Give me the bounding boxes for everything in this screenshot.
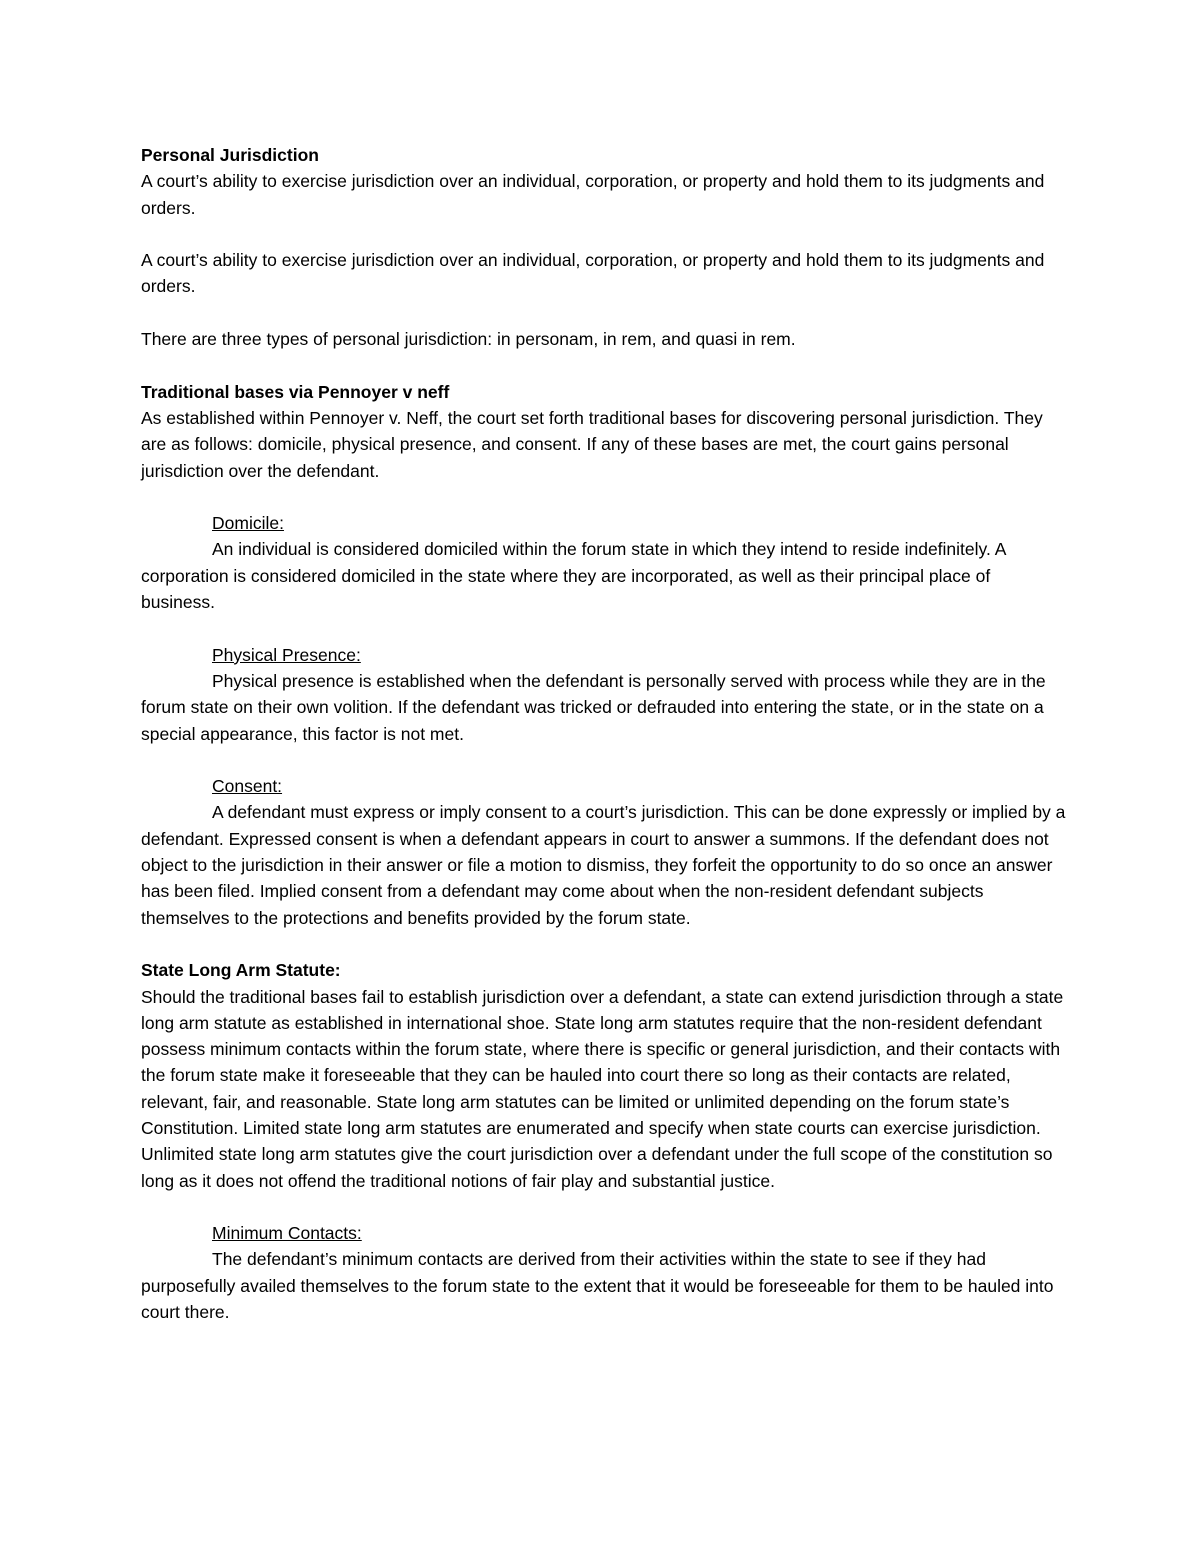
paragraph-gap bbox=[141, 484, 1066, 510]
paragraph-gap bbox=[141, 1194, 1066, 1220]
subheading-domicile: Domicile: bbox=[212, 513, 284, 534]
paragraph-gap bbox=[141, 615, 1066, 641]
subheading-consent: Consent: bbox=[212, 776, 283, 797]
paragraph-definition: A court’s ability to exercise jurisdiction over an individual, corporation, or property and hold them to its judgments and orders. bbox=[141, 171, 1045, 218]
paragraph-traditional-bases: As established within Pennoyer v. Neff, the court set forth traditional bases for discovering personal jurisdiction. They are as follows: domicile, physical presence, and consent. If any of these bases are met, the court gains personal jurisdiction over the defendant. bbox=[141, 407, 1043, 481]
paragraph-consent: A defendant must express or imply consent to a court’s jurisdiction. This can be done expressly or implied by a defendant. Expressed consent is when a defendant appears in court to answer a summons. If the defendant does not object to the jurisdiction in their answer or file a motion to dismiss, they forfeit the opportunity to do so once an answer has been filed. Implied consent from a defendant may come about when the non-resident defendant subjects themselves to the protections and benefits provided by the forum state. bbox=[141, 802, 1066, 928]
paragraph-types: There are three types of personal jurisdiction: in personam, in rem, and quasi in rem. bbox=[141, 329, 796, 350]
section-heading-long-arm: State Long Arm Statute: bbox=[141, 960, 341, 981]
paragraph-minimum-contacts: The defendant’s minimum contacts are derived from their activities within the state to see if they had purposefully availed themselves to the forum state to the extent that it would be foreseeable for them to be hauled into court there. bbox=[141, 1249, 1054, 1323]
section-heading-traditional-bases: Traditional bases via Pennoyer v neff bbox=[141, 381, 450, 402]
paragraph-gap bbox=[141, 931, 1066, 957]
paragraph-domicile: An individual is considered domiciled within the forum state in which they intend to reside indefinitely. A corporation is considered domiciled in the state where they are incorporated, as well as their principal place of business. bbox=[141, 539, 1006, 613]
paragraph-physical-presence: Physical presence is established when the defendant is personally served with process while they are in the forum state on their own volition. If the defendant was tricked or defrauded into entering the state, or in the state on a special appearance, this factor is not met. bbox=[141, 670, 1046, 744]
paragraph-definition-repeat: A court’s ability to exercise jurisdiction over an individual, corporation, or property and hold them to its judgments and orders. bbox=[141, 250, 1045, 297]
paragraph-gap bbox=[141, 221, 1066, 247]
section-heading-personal-jurisdiction: Personal Jurisdiction bbox=[141, 145, 319, 165]
subheading-minimum-contacts: Minimum Contacts: bbox=[212, 1223, 362, 1244]
paragraph-gap bbox=[141, 352, 1066, 378]
paragraph-long-arm: Should the traditional bases fail to establish jurisdiction over a defendant, a state can extend jurisdiction through a state long arm statute as established in international shoe. State long arm statutes require that the non-resident defendant possess minimum contacts within the forum state, where there is specific or general jurisdiction, and their contacts with the forum state make it foreseeable that they can be hauled into court there so long as their contacts are related, relevant, fair, and reasonable. State long arm statutes can be limited or unlimited depending on the forum state’s Constitution. Limited state long arm statutes are enumerated and specify when state courts can exercise jurisdiction. Unlimited state long arm statutes give the court jurisdiction over a defendant under the full scope of the constitution so long as it does not offend the traditional notions of fair play and substantial justice. bbox=[141, 986, 1064, 1191]
subheading-physical-presence: Physical Presence: bbox=[212, 644, 361, 665]
paragraph-gap bbox=[141, 747, 1066, 773]
document-page bbox=[141, 142, 1066, 1325]
paragraph-gap bbox=[141, 300, 1066, 326]
